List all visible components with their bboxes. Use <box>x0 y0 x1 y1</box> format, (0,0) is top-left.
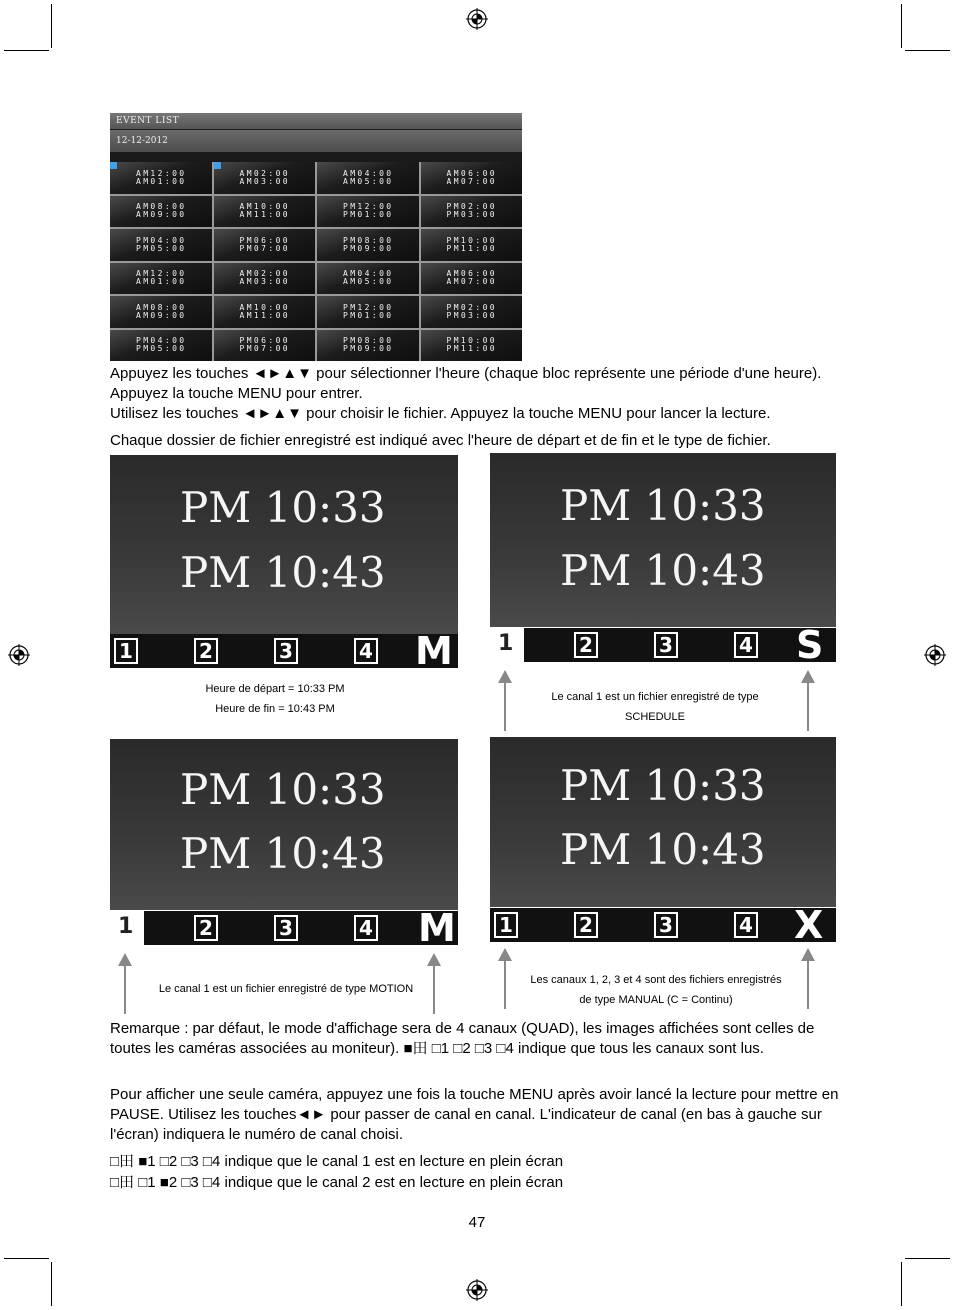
arrow-up-icon <box>498 670 512 731</box>
event-list-cell[interactable] <box>421 296 523 328</box>
instruction-single-camera: Pour afficher une seule caméra, appuyez une fois la touche MENU après avoir lancé la lecture pour mettre en PAUSE. Utilisez les touches◄► pour passer de canal en canal. L'indicateur de canal (en bas à gauche sur l'écran) indiquera le numéro de canal choisi. <box>110 1086 839 1143</box>
instruction-select-hour: Appuyez les touches ◄►▲▼ pour sélectionner l'heure (chaque bloc représente une période d'une heure). Appuyez la touche MENU pour entrer. <box>110 365 822 402</box>
caption-times: Heure de départ = 10:33 PM Heure de fin = 10:43 PM <box>205 683 345 715</box>
event-list-cell[interactable] <box>214 229 316 261</box>
cell-end-time: PM03:00 <box>446 310 498 320</box>
arrow-up-icon <box>801 670 815 731</box>
cell-start-time: PM08:00 <box>343 235 394 245</box>
record-type-letter: M <box>418 906 456 950</box>
event-list-cell[interactable] <box>214 196 316 228</box>
cell-start-time: AM10:00 <box>239 202 291 212</box>
cell-start-time: PM10:00 <box>446 235 498 245</box>
crop-mark <box>4 1258 49 1259</box>
crop-mark <box>901 1262 902 1306</box>
cell-end-time: AM01:00 <box>136 176 187 186</box>
cell-end-time: AM09:00 <box>136 310 187 320</box>
channel-indicator: 4 <box>354 915 378 941</box>
cell-start-time: AM06:00 <box>446 269 498 279</box>
page-number: 47 <box>468 1214 486 1231</box>
start-time: PM 10:33 <box>560 761 766 810</box>
cell-start-time: AM08:00 <box>136 302 187 312</box>
record-type-letter: M <box>415 629 453 673</box>
cell-end-time: PM05:00 <box>136 243 187 253</box>
end-time: PM 10:43 <box>180 548 386 597</box>
cell-end-time: AM05:00 <box>343 277 394 287</box>
end-time: PM 10:43 <box>180 829 386 878</box>
caption-motion: Le canal 1 est un fichier enregistré de type MOTION <box>158 983 414 995</box>
cell-start-time: AM12:00 <box>136 168 187 178</box>
registration-mark-icon <box>8 644 30 666</box>
end-time: PM 10:43 <box>560 546 766 595</box>
cell-start-time: AM08:00 <box>136 202 187 212</box>
cell-end-time: AM03:00 <box>239 176 291 186</box>
cell-start-time: PM12:00 <box>343 302 394 312</box>
cell-start-time: PM12:00 <box>343 202 394 212</box>
cell-end-time: PM01:00 <box>343 310 394 320</box>
channel-indicator: 3 <box>274 638 298 664</box>
channel-indicator: 4 <box>354 638 378 664</box>
event-list-cell[interactable] <box>110 196 212 228</box>
screen-motion <box>110 739 458 950</box>
record-type-letter: X <box>794 903 824 947</box>
arrow-up-icon <box>118 953 132 1014</box>
cell-end-time: PM03:00 <box>446 210 498 220</box>
arrow-up-icon <box>801 948 815 1009</box>
event-list-cell[interactable] <box>421 229 523 261</box>
cell-end-time: AM03:00 <box>239 277 291 287</box>
cell-start-time: AM04:00 <box>343 269 394 279</box>
registration-mark-icon <box>924 644 946 666</box>
cell-start-time: PM06:00 <box>239 336 291 346</box>
caption-manual: Les canaux 1, 2, 3 et 4 sont des fichiers enregistrés de type MANUAL (C = Continu) <box>530 974 782 1006</box>
cell-start-time: AM06:00 <box>446 168 498 178</box>
event-list-cell[interactable] <box>317 296 419 328</box>
selected-marker <box>214 162 221 169</box>
record-type-letter: S <box>796 623 824 667</box>
channel-indicator: 4 <box>734 912 758 938</box>
cell-start-time: AM04:00 <box>343 168 394 178</box>
crop-mark <box>905 50 950 51</box>
channel-indicator: 4 <box>734 632 758 658</box>
channel-indicator: 1 <box>114 638 138 664</box>
screen-schedule <box>490 453 836 667</box>
cell-end-time: AM09:00 <box>136 210 187 220</box>
event-list-cell[interactable] <box>110 162 212 194</box>
cell-end-time: PM05:00 <box>136 344 187 354</box>
cell-start-time: AM02:00 <box>239 269 291 279</box>
registration-mark-icon <box>466 8 488 30</box>
end-time: PM 10:43 <box>560 825 766 874</box>
note-quad-mode: Remarque : par défaut, le mode d'affichage sera de 4 canaux (QUAD), les images affichées sont celles de toutes les caméras associées au moniteur). ■田 □1 □2 □3 □4 indique que tous les canaux sont lus. <box>110 1020 815 1057</box>
event-list-cell[interactable] <box>110 263 212 295</box>
cell-end-time: PM07:00 <box>239 243 291 253</box>
event-list-cell[interactable] <box>421 263 523 295</box>
event-list-grid <box>110 162 522 361</box>
cell-end-time: PM07:00 <box>239 344 291 354</box>
cell-start-time: PM04:00 <box>136 235 187 245</box>
event-list-cell[interactable] <box>421 330 523 362</box>
cell-start-time: PM02:00 <box>446 202 498 212</box>
crop-mark <box>4 50 49 51</box>
cell-start-time: AM02:00 <box>239 168 291 178</box>
start-time: PM 10:33 <box>560 481 766 530</box>
channel-indicator: 1 <box>494 912 518 938</box>
channel-indicator: 2 <box>574 632 598 658</box>
cell-end-time: AM11:00 <box>239 210 291 220</box>
cell-end-time: AM07:00 <box>446 277 498 287</box>
screen-motion-boxed <box>110 455 458 673</box>
cell-start-time: PM02:00 <box>446 302 498 312</box>
event-list-screen <box>110 113 522 361</box>
crop-mark <box>901 4 902 48</box>
screen-manual <box>490 737 836 947</box>
instruction-select-file: Utilisez les touches ◄►▲▼ pour choisir le fichier. Appuyez la touche MENU pour lancer la lecture. <box>110 405 771 422</box>
crop-mark <box>905 1258 950 1259</box>
channel-bar <box>524 623 836 667</box>
channel-indicator-plain: 1 <box>498 631 514 656</box>
channel-bar <box>490 903 836 947</box>
arrow-up-icon <box>498 948 512 1009</box>
cell-end-time: AM01:00 <box>136 277 187 287</box>
cell-start-time: PM10:00 <box>446 336 498 346</box>
caption-schedule: Le canal 1 est un fichier enregistré de type SCHEDULE <box>551 691 759 723</box>
event-list-cell[interactable] <box>214 162 316 194</box>
event-list-cell[interactable] <box>317 196 419 228</box>
channel-bar <box>144 906 458 950</box>
instruction-file-info: Chaque dossier de fichier enregistré est indiqué avec l'heure de départ et de fin et le type de fichier. <box>110 432 771 449</box>
channel-bar <box>110 629 458 673</box>
cell-end-time: AM05:00 <box>343 176 394 186</box>
indicator-channel-1: □田 ■1 □2 □3 □4 indique que le canal 1 est en lecture en plein écran <box>110 1153 564 1170</box>
cell-end-time: PM09:00 <box>343 243 394 253</box>
channel-indicator: 2 <box>194 638 218 664</box>
channel-indicator: 3 <box>274 915 298 941</box>
event-list-cell[interactable] <box>214 263 316 295</box>
cell-start-time: PM08:00 <box>343 336 394 346</box>
event-list-cell[interactable] <box>110 330 212 362</box>
cell-start-time: PM04:00 <box>136 336 187 346</box>
channel-indicator-plain: 1 <box>118 914 134 939</box>
registration-mark-icon <box>466 1279 488 1301</box>
channel-indicator: 3 <box>654 632 678 658</box>
indicator-channel-2: □田 □1 ■2 □3 □4 indique que le canal 2 est en lecture en plein écran <box>110 1174 564 1191</box>
selected-marker <box>110 162 117 169</box>
cell-end-time: AM11:00 <box>239 310 291 320</box>
cell-start-time: AM12:00 <box>136 269 187 279</box>
cell-end-time: PM11:00 <box>446 344 498 354</box>
cell-end-time: PM09:00 <box>343 344 394 354</box>
event-list-date: 12-12-2012 <box>110 130 522 152</box>
event-list-cell[interactable] <box>214 330 316 362</box>
event-list-cell[interactable] <box>317 229 419 261</box>
start-time: PM 10:33 <box>180 483 386 532</box>
event-list-cell[interactable] <box>317 162 419 194</box>
event-list-title: EVENT LIST <box>110 113 522 129</box>
event-list-cell[interactable] <box>317 263 419 295</box>
event-list-cell[interactable] <box>317 330 419 362</box>
event-list-cell[interactable] <box>214 296 316 328</box>
event-list-cell[interactable] <box>110 296 212 328</box>
channel-indicator: 3 <box>654 912 678 938</box>
crop-mark <box>51 4 52 48</box>
channel-indicator: 2 <box>574 912 598 938</box>
event-list-cell[interactable] <box>421 162 523 194</box>
crop-mark <box>51 1262 52 1306</box>
cell-end-time: PM11:00 <box>446 243 498 253</box>
cell-start-time: PM06:00 <box>239 235 291 245</box>
event-list-cell[interactable] <box>421 196 523 228</box>
arrow-up-icon <box>427 953 441 1014</box>
cell-start-time: AM10:00 <box>239 302 291 312</box>
event-list-cell[interactable] <box>110 229 212 261</box>
channel-indicator: 2 <box>194 915 218 941</box>
cell-end-time: PM01:00 <box>343 210 394 220</box>
cell-end-time: AM07:00 <box>446 176 498 186</box>
start-time: PM 10:33 <box>180 765 386 814</box>
